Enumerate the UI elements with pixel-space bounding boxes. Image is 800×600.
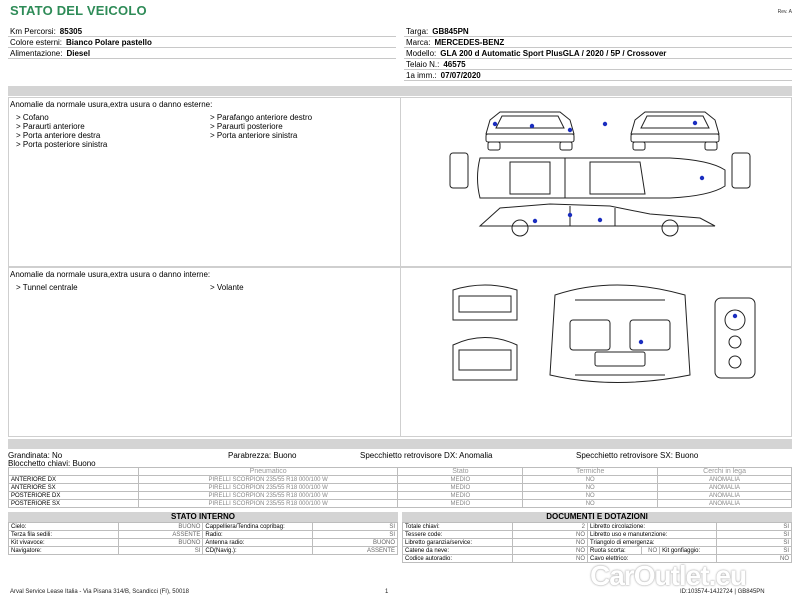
info-value: MERCEDES-BENZ	[434, 37, 505, 47]
tyres-table	[8, 467, 792, 508]
field-value: NO	[513, 531, 588, 539]
tyre-rims: ANOMALIA	[658, 484, 792, 492]
damage-item: > Volante	[210, 283, 244, 292]
table-row	[403, 539, 792, 547]
damage-item: > Porta anteriore destra	[16, 131, 101, 140]
tyre-rims: ANOMALIA	[658, 476, 792, 484]
tyre-thermal: NO	[523, 500, 658, 508]
info-value: Bianco Polare pastello	[66, 37, 152, 47]
damage-marker	[568, 213, 572, 217]
damage-marker	[603, 122, 607, 126]
info-label: Targa:	[406, 26, 429, 36]
field-value: BUONO	[313, 539, 398, 547]
field-label: Cielo:	[9, 523, 119, 531]
field-value: SI	[717, 547, 792, 555]
field-label: Libretto garanzia/service:	[403, 539, 513, 547]
internal-damage-list-1	[16, 283, 78, 292]
vehicle-info-left	[8, 26, 396, 59]
table-row	[9, 492, 792, 500]
info-row-color	[8, 37, 396, 48]
documents-title: DOCUMENTI E DOTAZIONI	[402, 512, 792, 522]
field-value: ASSENTE	[118, 531, 203, 539]
field-label: Totale chiavi:	[403, 523, 513, 531]
damage-marker	[733, 314, 737, 318]
field-label: Libretto circolazione:	[588, 523, 717, 531]
internal-state-title: STATO INTERNO	[8, 512, 398, 522]
tyre-state: MEDIO	[398, 492, 523, 500]
col-header-thermal: Termiche	[523, 468, 658, 476]
field-label: Tessere code:	[403, 531, 513, 539]
info-row-km	[8, 26, 396, 37]
tyre-position: ANTERIORE DX	[9, 476, 139, 484]
tyre-thermal: NO	[523, 476, 658, 484]
tyre-state: MEDIO	[398, 476, 523, 484]
col-header-state: Stato	[398, 468, 523, 476]
table-row	[9, 547, 398, 555]
vehicle-info-right	[404, 26, 792, 81]
info-row-fuel	[8, 48, 396, 59]
info-label: Alimentazione:	[10, 48, 63, 58]
field-label: Codice autoradio:	[403, 555, 513, 563]
table-row	[9, 484, 792, 492]
field-label: Cappelliera/Tendina copribag:	[203, 523, 313, 531]
damage-marker	[533, 219, 537, 223]
damage-marker	[530, 124, 534, 128]
hail-status: Grandinata: No	[8, 451, 63, 460]
page-title: STATO DEL VEICOLO	[10, 3, 147, 18]
damage-marker	[493, 122, 497, 126]
tyre-position: POSTERIORE SX	[9, 500, 139, 508]
tyre-rims: ANOMALIA	[658, 500, 792, 508]
field-value: BUONO	[118, 523, 203, 531]
tyre-position: POSTERIORE DX	[9, 492, 139, 500]
col-header-rims: Cerchi in lega	[658, 468, 792, 476]
field-value: SI	[118, 547, 203, 555]
field-value: NO	[513, 539, 588, 547]
field-value: NO	[641, 547, 659, 555]
internal-state-table	[8, 522, 398, 555]
field-value: BUONO	[118, 539, 203, 547]
info-row-model	[404, 48, 792, 59]
info-value: 85305	[59, 26, 83, 36]
tyres-header-row	[9, 468, 792, 476]
field-value: ASSENTE	[313, 547, 398, 555]
info-label: Colore esterni:	[10, 37, 63, 47]
mirror-dx-status: Specchietto retrovisore DX: Anomalia	[360, 451, 493, 460]
info-row-registration	[404, 70, 792, 81]
windshield-status: Parabrezza: Buono	[228, 451, 297, 460]
damage-marker	[598, 218, 602, 222]
internal-damage-title: Anomalie da normale usura,extra usura o danno interne:	[10, 270, 211, 279]
col-header-tyre: Pneumatico	[138, 468, 398, 476]
col-header-pos	[9, 468, 139, 476]
footer-document-id: ID:103574-14J2724 | GB845PN	[680, 589, 765, 595]
field-label: Cavo elettrico:	[588, 555, 717, 563]
damage-item: > Porta posteriore sinistra	[16, 140, 108, 149]
field-value: 2	[513, 523, 588, 531]
tyre-model: PIRELLI SCORPION 235/55 R18 000/100 W	[138, 484, 398, 492]
info-label: Km Percorsi:	[10, 26, 56, 36]
table-row	[403, 523, 792, 531]
section-divider	[8, 439, 792, 449]
damage-marker	[568, 128, 572, 132]
info-value: 07/07/2020	[440, 70, 481, 80]
table-row	[9, 523, 398, 531]
info-label: 1a imm.:	[406, 70, 437, 80]
field-label: Kit gonfiaggio:	[660, 547, 717, 555]
field-label: Catene da neve:	[403, 547, 513, 555]
field-label: Navigatore:	[9, 547, 119, 555]
car-interior-diagram	[445, 280, 775, 390]
table-row	[9, 539, 398, 547]
tyre-rims: ANOMALIA	[658, 492, 792, 500]
table-row	[9, 531, 398, 539]
damage-item: > Porta anteriore sinistra	[210, 131, 298, 140]
documents-table	[402, 522, 792, 563]
footer-address: Arval Service Lease Italia - Via Pisana 314/B, Scandicci (FI), 50018	[10, 589, 189, 595]
field-value: NO	[717, 555, 792, 563]
field-label: Libretto uso e manutenzione:	[588, 531, 717, 539]
field-label: Antenna radio:	[203, 539, 313, 547]
damage-item: > Paraurti anteriore	[16, 122, 85, 131]
tyre-state: MEDIO	[398, 484, 523, 492]
ignition-status: Blocchetto chiavi: Buono	[8, 459, 96, 468]
info-label: Telaio N.:	[406, 59, 440, 69]
external-damage-title: Anomalie da normale usura,extra usura o danno esterne:	[10, 100, 213, 109]
tyre-thermal: NO	[523, 484, 658, 492]
footer-page-number: 1	[385, 589, 389, 595]
info-value: GB845PN	[432, 26, 469, 36]
field-value: NO	[513, 547, 588, 555]
damage-item: > Tunnel centrale	[16, 283, 78, 292]
field-label: CD(Navig.):	[203, 547, 313, 555]
field-value: SI	[313, 523, 398, 531]
info-value: Diesel	[66, 48, 91, 58]
table-row	[9, 500, 792, 508]
field-label: Kit vivavoce:	[9, 539, 119, 547]
watermark-logo: CarOutlet.eu	[590, 560, 747, 591]
info-row-brand	[404, 37, 792, 48]
tyre-state: MEDIO	[398, 500, 523, 508]
damage-item: > Paraurti posteriore	[210, 122, 283, 131]
damage-marker	[693, 121, 697, 125]
info-row-chassis	[404, 59, 792, 70]
field-value: NO	[513, 555, 588, 563]
damage-item: > Parafango anteriore destro	[210, 113, 313, 122]
tyre-thermal: NO	[523, 492, 658, 500]
tyre-model: PIRELLI SCORPION 235/55 R18 000/100 W	[138, 500, 398, 508]
revision-label: Rev. A	[777, 9, 792, 15]
field-label: Radio:	[203, 531, 313, 539]
section-divider	[8, 86, 792, 96]
info-value: GLA 200 d Automatic Sport PlusGLA / 2020 / 5P / Crossover	[440, 48, 667, 58]
tyre-model: PIRELLI SCORPION 235/55 R18 000/100 W	[138, 492, 398, 500]
internal-damage-list-2	[210, 283, 244, 292]
field-label: Ruota scorta:	[588, 547, 642, 555]
info-value: 46575	[443, 59, 466, 69]
tyre-model: PIRELLI SCORPION 235/55 R18 000/100 W	[138, 476, 398, 484]
car-exterior-diagram	[440, 108, 760, 238]
damage-marker	[639, 340, 643, 344]
field-value: SI	[717, 531, 792, 539]
table-row	[403, 531, 792, 539]
field-label: Triangolo di emergenza:	[588, 539, 717, 547]
field-value: SI	[717, 523, 792, 531]
damage-item: > Cofano	[16, 113, 49, 122]
tyre-position: ANTERIORE SX	[9, 484, 139, 492]
external-damage-list-2	[210, 113, 312, 140]
field-value: SI	[717, 539, 792, 547]
info-row-plate	[404, 26, 792, 37]
field-value: SI	[313, 531, 398, 539]
mirror-sx-status: Specchietto retrovisore SX: Buono	[576, 451, 699, 460]
table-row	[9, 476, 792, 484]
damage-marker	[700, 176, 704, 180]
field-label: Terza fila sedili:	[9, 531, 119, 539]
info-label: Modello:	[406, 48, 437, 58]
table-row	[403, 547, 792, 555]
external-damage-list-1	[16, 113, 107, 149]
info-label: Marca:	[406, 37, 431, 47]
